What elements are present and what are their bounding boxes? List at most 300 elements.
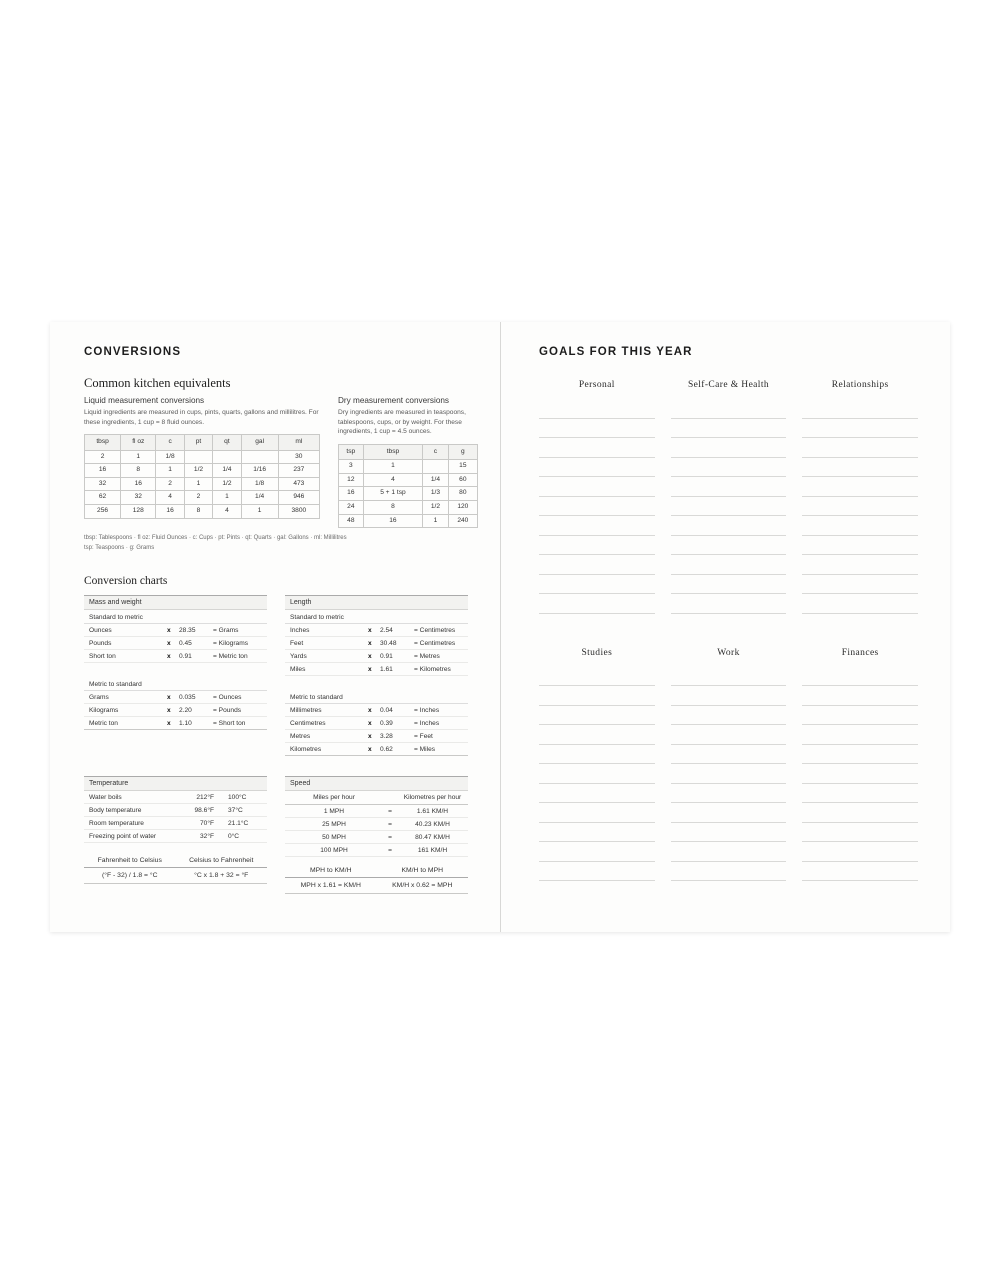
goal-line[interactable] <box>539 803 655 823</box>
goal-line[interactable] <box>539 823 655 843</box>
speed-cell: = <box>388 833 392 841</box>
temperature-cell: Freezing point of water <box>89 832 157 840</box>
list-item <box>84 704 267 717</box>
temperature-formula-title: Fahrenheit to Celsius <box>84 857 176 868</box>
table-row <box>339 487 478 501</box>
list-item <box>84 791 267 804</box>
list-item <box>285 637 468 650</box>
goal-line[interactable] <box>539 686 655 706</box>
liquid-col-header: c <box>156 435 184 451</box>
liquid-cell: 62 <box>85 491 121 505</box>
liquid-col-header: gal <box>241 435 278 451</box>
speed-table-head <box>285 791 468 805</box>
liquid-col-header: tbsp <box>85 435 121 451</box>
goal-line[interactable] <box>802 764 918 784</box>
length-cell: 0.39 <box>380 719 393 727</box>
length-cell: = Feet <box>414 732 433 740</box>
goal-line[interactable] <box>671 725 787 745</box>
length-chart-title: Length <box>285 595 468 610</box>
liquid-cell: 1/8 <box>241 477 278 491</box>
goal-line[interactable] <box>802 745 918 765</box>
goals-block-one <box>539 380 918 614</box>
goal-line[interactable] <box>671 842 787 862</box>
length-cell: 0.91 <box>380 652 393 660</box>
goal-column-title: Relationships <box>831 380 889 390</box>
speed-formula-body: KM/H x 0.62 = MPH <box>392 882 453 890</box>
goal-line[interactable] <box>671 686 787 706</box>
mass-cell: 28.35 <box>179 626 196 634</box>
temperature-cell: 70°F <box>200 819 214 827</box>
temperature-cell: Body temperature <box>89 806 142 814</box>
goal-column <box>539 380 655 614</box>
speed-chart-title: Speed <box>285 776 468 791</box>
temperature-formula-title: Celsius to Fahrenheit <box>176 857 268 868</box>
liquid-cell: 3800 <box>278 505 319 519</box>
charts-row-2 <box>84 776 468 894</box>
speed-cell: 80.47 KM/H <box>415 833 450 841</box>
dry-conversions-block <box>338 396 478 528</box>
conversion-charts-heading: Conversion charts <box>84 575 168 588</box>
goal-column-title: Studies <box>581 647 613 658</box>
mass-cell: Grams <box>89 693 109 701</box>
goal-line[interactable] <box>671 784 787 804</box>
temperature-formula <box>84 857 176 883</box>
goal-line[interactable] <box>539 842 655 862</box>
length-cell: = Centimetres <box>414 626 456 634</box>
length-group-label: Metric to standard <box>285 690 468 704</box>
goal-write-lines[interactable] <box>802 667 918 882</box>
goal-line[interactable] <box>802 823 918 843</box>
table-row <box>339 473 478 487</box>
length-cell: = Metres <box>414 652 440 660</box>
goal-line[interactable] <box>671 555 787 575</box>
goal-line[interactable] <box>802 536 918 556</box>
table-row <box>85 491 320 505</box>
liquid-cell: 2 <box>156 477 184 491</box>
liquid-cell: 2 <box>184 491 212 505</box>
goal-column <box>802 380 918 614</box>
speed-chart <box>285 776 468 894</box>
dry-cell <box>423 460 448 474</box>
length-cell: 2.54 <box>380 626 393 634</box>
liquid-cell: 128 <box>121 505 156 519</box>
goal-line[interactable] <box>539 399 655 419</box>
goal-line[interactable] <box>539 862 655 882</box>
goal-line[interactable] <box>671 862 787 882</box>
dry-cell: 5 + 1 tsp <box>363 487 423 501</box>
speed-formula-title: MPH to KM/H <box>285 867 377 878</box>
goal-line[interactable] <box>802 784 918 804</box>
speed-formula-title: KM/H to MPH <box>377 867 469 878</box>
length-group-label: Standard to metric <box>285 610 468 624</box>
length-cell: Metres <box>290 732 311 740</box>
goal-line[interactable] <box>802 803 918 823</box>
dry-cell: 12 <box>339 473 364 487</box>
liquid-cell: 1/4 <box>213 464 241 478</box>
dry-cell: 4 <box>363 473 423 487</box>
list-item <box>285 805 468 818</box>
temperature-formulas <box>84 857 267 884</box>
list-item <box>285 717 468 730</box>
mass-cell: = Pounds <box>213 706 242 714</box>
liquid-cell: 1/16 <box>241 464 278 478</box>
mass-cell: x <box>167 626 171 634</box>
goal-line[interactable] <box>802 419 918 439</box>
dry-col-header: tbsp <box>363 444 423 460</box>
mass-cell: Kilograms <box>89 706 119 714</box>
length-cell: x <box>368 652 372 660</box>
goal-line[interactable] <box>671 764 787 784</box>
dry-cell: 120 <box>448 501 477 515</box>
length-cell: Inches <box>290 626 310 634</box>
goal-line[interactable] <box>671 438 787 458</box>
liquid-cell: 1 <box>241 505 278 519</box>
liquid-cell: 1/2 <box>184 464 212 478</box>
goal-line[interactable] <box>671 594 787 614</box>
speed-col-kmh: Kilometres per hour <box>403 794 462 802</box>
mass-cell: = Metric ton <box>213 652 248 660</box>
length-cell: x <box>368 665 372 673</box>
liquid-cell: 4 <box>213 505 241 519</box>
speed-cell: = <box>388 846 392 854</box>
goal-line[interactable] <box>802 555 918 575</box>
liquid-conversion-table <box>84 434 320 519</box>
liquid-cell <box>241 450 278 464</box>
goal-column-title: Personal <box>578 380 615 390</box>
dry-cell: 60 <box>448 473 477 487</box>
mass-and-weight-chart <box>84 595 267 756</box>
goal-line[interactable] <box>539 516 655 536</box>
dry-col-header: g <box>448 444 477 460</box>
mass-cell: = Ounces <box>213 693 242 701</box>
length-cell: 0.04 <box>380 706 393 714</box>
temperature-cell: 21.1°C <box>228 819 249 827</box>
length-cell: Millimetres <box>290 706 322 714</box>
list-item <box>84 830 267 843</box>
length-cell: x <box>368 639 372 647</box>
liquid-cell: 473 <box>278 477 319 491</box>
liquid-cell: 1 <box>156 464 184 478</box>
speed-cell: 1 MPH <box>323 807 345 815</box>
dry-cell: 3 <box>339 460 364 474</box>
dry-cell: 15 <box>448 460 477 474</box>
liquid-cell: 1/4 <box>241 491 278 505</box>
liquid-col-header: pt <box>184 435 212 451</box>
liquid-cell: 1/2 <box>213 477 241 491</box>
liquid-cell: 8 <box>121 464 156 478</box>
page-title-goals: GOALS FOR THIS YEAR <box>539 346 693 358</box>
liquid-cell: 946 <box>278 491 319 505</box>
left-page <box>50 322 500 932</box>
goal-line[interactable] <box>539 725 655 745</box>
goal-line[interactable] <box>539 745 655 765</box>
temperature-cell: 100°C <box>228 793 247 801</box>
list-item <box>84 717 267 730</box>
temperature-cell: 0°C <box>228 832 240 840</box>
liquid-col-header: fl oz <box>121 435 156 451</box>
goal-line[interactable] <box>802 477 918 497</box>
kitchen-equivalents-heading: Common kitchen equivalents <box>84 376 231 390</box>
goal-line[interactable] <box>539 536 655 556</box>
liquid-conversions-block <box>84 396 320 528</box>
goal-line[interactable] <box>671 516 787 536</box>
goal-line[interactable] <box>802 706 918 726</box>
goal-line[interactable] <box>539 497 655 517</box>
goal-line[interactable] <box>802 862 918 882</box>
length-chart <box>285 595 468 756</box>
goal-line[interactable] <box>671 497 787 517</box>
table-row <box>85 505 320 519</box>
speed-formula-body: MPH x 1.61 = KM/H <box>300 882 361 890</box>
length-cell: Centimetres <box>290 719 326 727</box>
notebook-spread <box>50 322 950 932</box>
liquid-subhead: Liquid measurement conversions <box>84 396 205 405</box>
length-cell: Miles <box>290 665 306 673</box>
goal-line[interactable] <box>539 555 655 575</box>
liquid-cell: 16 <box>156 505 184 519</box>
goal-line[interactable] <box>539 419 655 439</box>
goal-line[interactable] <box>802 516 918 536</box>
mass-chart-title: Mass and weight <box>84 595 267 610</box>
list-item <box>84 691 267 704</box>
goal-line[interactable] <box>802 842 918 862</box>
goal-line[interactable] <box>671 575 787 595</box>
goal-line[interactable] <box>671 477 787 497</box>
dry-cell: 24 <box>339 501 364 515</box>
liquid-cell: 16 <box>85 464 121 478</box>
dry-cell: 1/4 <box>423 473 448 487</box>
temperature-chart-title: Temperature <box>84 776 267 791</box>
mass-cell: x <box>167 719 171 727</box>
goal-line[interactable] <box>802 575 918 595</box>
goal-line[interactable] <box>802 458 918 478</box>
dry-cell: 80 <box>448 487 477 501</box>
page-title-conversions: CONVERSIONS <box>84 346 182 358</box>
dry-cell: 1/3 <box>423 487 448 501</box>
liquid-cell: 16 <box>121 477 156 491</box>
length-cell: = Inches <box>414 706 440 714</box>
liquid-cell: 1 <box>121 450 156 464</box>
liquid-col-header: qt <box>213 435 241 451</box>
dry-conversion-table <box>338 444 478 529</box>
dry-col-header: c <box>423 444 448 460</box>
length-cell: = Kilometres <box>414 665 451 673</box>
goal-line[interactable] <box>539 575 655 595</box>
goal-write-lines[interactable] <box>671 667 787 882</box>
length-cell: = Inches <box>414 719 440 727</box>
list-item <box>285 650 468 663</box>
dry-description: Dry ingredients are measured in teaspoons, tablespoons, cups, or by weight. For these ingredients, 1 cup = 4.5 ounces. <box>338 409 466 436</box>
mass-cell: = Grams <box>213 626 239 634</box>
temperature-formula-body: (°F - 32) / 1.8 = °C <box>102 872 158 880</box>
speed-cell: 50 MPH <box>322 833 346 841</box>
mass-cell: 0.45 <box>179 639 192 647</box>
mass-group-label: Standard to metric <box>84 610 267 624</box>
temperature-formula-body: °C x 1.8 + 32 = °F <box>194 872 249 880</box>
goal-line[interactable] <box>539 477 655 497</box>
right-page <box>500 322 950 932</box>
length-cell: x <box>368 706 372 714</box>
goal-line[interactable] <box>671 803 787 823</box>
list-item <box>84 650 267 663</box>
kitchen-tables-row <box>84 396 468 528</box>
temperature-cell: Room temperature <box>89 819 144 827</box>
goal-line[interactable] <box>539 458 655 478</box>
goal-column <box>671 380 787 614</box>
goal-line[interactable] <box>539 438 655 458</box>
dry-cell: 48 <box>339 514 364 528</box>
legend-line-1: tbsp: Tablespoons · fl oz: Fluid Ounces · c: Cups · pt: Pints · qt: Quarts · gal: Gallons · ml: Millilitres <box>84 535 347 542</box>
goal-line[interactable] <box>802 725 918 745</box>
speed-cell: 161 KM/H <box>417 846 448 854</box>
goal-line[interactable] <box>671 399 787 419</box>
goal-line[interactable] <box>539 706 655 726</box>
table-row <box>339 514 478 528</box>
temperature-cell: Water boils <box>89 793 122 801</box>
mass-cell: 2.20 <box>179 706 192 714</box>
dry-cell: 240 <box>448 514 477 528</box>
list-item <box>285 743 468 756</box>
liquid-description: Liquid ingredients are measured in cups, pints, quarts, gallons and millilitres. For these ingredients, 1 cup = 8 fluid ounces. <box>84 409 319 426</box>
mass-cell: x <box>167 693 171 701</box>
dry-subhead: Dry measurement conversions <box>338 396 450 405</box>
table-row <box>85 477 320 491</box>
mass-cell: x <box>167 652 171 660</box>
mass-cell: = Kilograms <box>213 639 248 647</box>
liquid-cell: 32 <box>121 491 156 505</box>
legend-line-2: tsp: Teaspoons · g: Grams <box>84 544 155 551</box>
goal-line[interactable] <box>802 686 918 706</box>
goal-line[interactable] <box>802 667 918 687</box>
speed-formula <box>285 867 377 893</box>
list-item <box>285 818 468 831</box>
dry-cell: 1 <box>363 460 423 474</box>
speed-formula <box>377 867 469 893</box>
liquid-cell <box>213 450 241 464</box>
length-cell: x <box>368 745 372 753</box>
goal-write-lines[interactable] <box>539 667 655 882</box>
goal-line[interactable] <box>539 784 655 804</box>
mass-cell: x <box>167 706 171 714</box>
liquid-cell <box>184 450 212 464</box>
goal-column-title: Self-Care & Health <box>687 380 770 390</box>
list-item <box>285 730 468 743</box>
dry-cell: 16 <box>339 487 364 501</box>
length-cell: Kilometres <box>290 745 322 753</box>
liquid-cell: 32 <box>85 477 121 491</box>
speed-cell: = <box>388 820 392 828</box>
length-cell: Yards <box>290 652 307 660</box>
dry-cell: 16 <box>363 514 423 528</box>
goal-line[interactable] <box>671 667 787 687</box>
goal-column-title: Finances <box>841 647 879 658</box>
goal-line[interactable] <box>671 419 787 439</box>
mass-cell: Metric ton <box>89 719 118 727</box>
goal-line[interactable] <box>671 745 787 765</box>
length-cell: Feet <box>290 639 304 647</box>
liquid-col-header: ml <box>278 435 319 451</box>
speed-formulas <box>285 867 468 894</box>
goal-line[interactable] <box>802 399 918 419</box>
speed-col-spacer <box>378 794 402 801</box>
temperature-cell: 37°C <box>228 806 243 814</box>
goal-line[interactable] <box>539 764 655 784</box>
goal-line[interactable] <box>802 497 918 517</box>
length-cell: 1.61 <box>380 665 393 673</box>
goal-write-lines[interactable] <box>671 399 787 614</box>
speed-col-mph: Miles per hour <box>313 794 355 802</box>
mass-cell: 1.10 <box>179 719 192 727</box>
list-item <box>285 831 468 844</box>
mass-cell: 0.91 <box>179 652 192 660</box>
liquid-cell: 30 <box>278 450 319 464</box>
goal-line[interactable] <box>671 823 787 843</box>
length-cell: = Miles <box>414 745 436 753</box>
table-row <box>339 460 478 474</box>
mass-cell: = Short ton <box>213 719 246 727</box>
goal-write-lines[interactable] <box>802 399 918 614</box>
length-cell: x <box>368 719 372 727</box>
goal-line[interactable] <box>671 536 787 556</box>
dry-cell: 8 <box>363 501 423 515</box>
goal-column-title: Work <box>717 647 740 658</box>
liquid-cell: 1 <box>184 477 212 491</box>
temperature-cell: 32°F <box>200 832 214 840</box>
goal-line[interactable] <box>539 667 655 687</box>
liquid-cell: 237 <box>278 464 319 478</box>
goal-column <box>671 648 787 882</box>
list-item <box>84 817 267 830</box>
length-cell: 30.48 <box>380 639 397 647</box>
goal-line[interactable] <box>671 458 787 478</box>
liquid-cell: 256 <box>85 505 121 519</box>
table-row <box>85 464 320 478</box>
list-item <box>285 663 468 676</box>
dry-cell: 1/2 <box>423 501 448 515</box>
mass-cell: Short ton <box>89 652 116 660</box>
list-item <box>285 704 468 717</box>
list-item <box>84 804 267 817</box>
temperature-formula <box>176 857 268 883</box>
liquid-cell: 8 <box>184 505 212 519</box>
table-row <box>85 450 320 464</box>
goal-column <box>802 648 918 882</box>
temperature-cell: 98.6°F <box>194 806 214 814</box>
mass-cell: x <box>167 639 171 647</box>
goal-line[interactable] <box>539 594 655 614</box>
speed-cell: 25 MPH <box>322 820 346 828</box>
goal-write-lines[interactable] <box>539 399 655 614</box>
goal-line[interactable] <box>802 438 918 458</box>
charts-row-1 <box>84 595 468 756</box>
length-cell: 0.62 <box>380 745 393 753</box>
temperature-chart <box>84 776 267 894</box>
liquid-cell: 2 <box>85 450 121 464</box>
length-cell: = Centimetres <box>414 639 456 647</box>
mass-group-label: Metric to standard <box>84 677 267 691</box>
goal-column <box>539 648 655 882</box>
mass-cell: Pounds <box>89 639 112 647</box>
goal-line[interactable] <box>671 706 787 726</box>
speed-cell: 1.61 KM/H <box>416 807 449 815</box>
speed-cell: 40.23 KM/H <box>415 820 450 828</box>
liquid-cell: 4 <box>156 491 184 505</box>
goal-line[interactable] <box>802 594 918 614</box>
mass-cell: Ounces <box>89 626 112 634</box>
list-item <box>84 637 267 650</box>
liquid-cell: 1/8 <box>156 450 184 464</box>
list-item <box>285 624 468 637</box>
